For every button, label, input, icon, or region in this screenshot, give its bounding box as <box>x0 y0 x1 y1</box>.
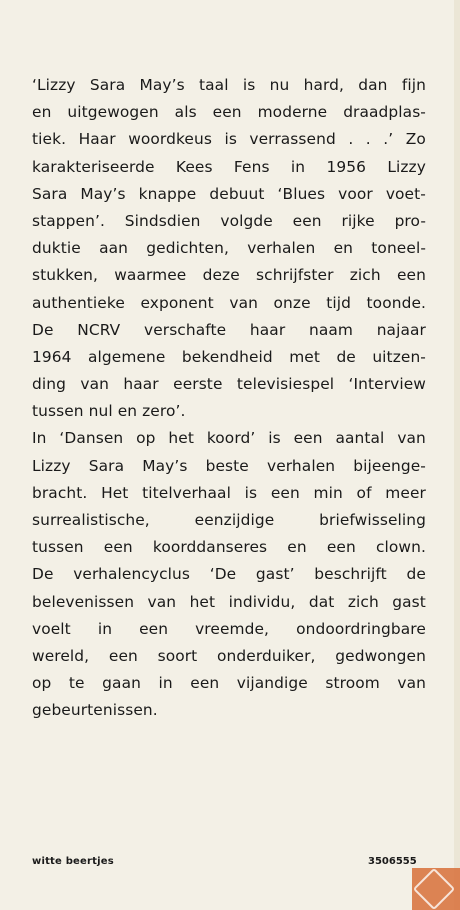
watermark-logo-icon <box>412 868 460 910</box>
text-line: 1964 algemene bekendheid met de uitzen- <box>32 347 426 366</box>
text-line: tiek. Haar woordkeus is verrassend . . .’ Zo <box>32 130 426 149</box>
text-line: karakteriseerde Kees Fens in 1956 Lizzy <box>32 157 426 176</box>
series-name: witte beertjes <box>32 856 114 867</box>
blurb-text <box>32 72 426 725</box>
text-line: In ‘Dansen op het koord’ is een aantal van <box>32 429 426 448</box>
text-line: De verhalencyclus ‘De gast’ beschrijft de <box>32 565 426 584</box>
paragraph-2 <box>32 425 426 724</box>
text-line: Sara May’s knappe debuut ‘Blues voor voet- <box>32 184 426 203</box>
text-line: De NCRV verschafte haar naam najaar <box>32 320 426 339</box>
text-line: belevenissen van het individu, dat zich gast <box>32 592 426 611</box>
text-line: gebeurtenissen. <box>32 701 158 720</box>
text-line: duktie aan gedichten, verhalen en toneel- <box>32 239 426 258</box>
text-line: op te gaan in een vijandige stroom van <box>32 674 426 693</box>
paragraph-1 <box>32 72 426 425</box>
text-line: ding van haar eerste televisiespel ‘Interview <box>32 375 426 394</box>
text-line: authentieke exponent van onze tijd toonde. <box>32 293 426 312</box>
text-line: Lizzy Sara May’s beste verhalen bijeenge- <box>32 456 426 475</box>
text-line: en uitgewogen als een moderne draadplas- <box>32 103 426 122</box>
text-line: surrealistische, eenzijdige briefwisseling <box>32 511 426 529</box>
isbn-number: 3506555 <box>368 856 417 867</box>
text-line: bracht. Het titelverhaal is een min of meer <box>32 483 426 502</box>
text-line: stappen’. Sindsdien volgde een rijke pro- <box>32 211 426 230</box>
text-line: tussen een koorddanseres en een clown. <box>32 538 426 557</box>
text-line: stukken, waarmee deze schrijfster zich een <box>32 266 426 285</box>
text-line: voelt in een vreemde, ondoordringbare <box>32 619 426 638</box>
text-line: wereld, een soort onderduiker, gedwongen <box>32 646 426 665</box>
text-line: tussen nul en zero’. <box>32 402 186 421</box>
text-line: ‘Lizzy Sara May’s taal is nu hard, dan fijn <box>32 76 426 94</box>
